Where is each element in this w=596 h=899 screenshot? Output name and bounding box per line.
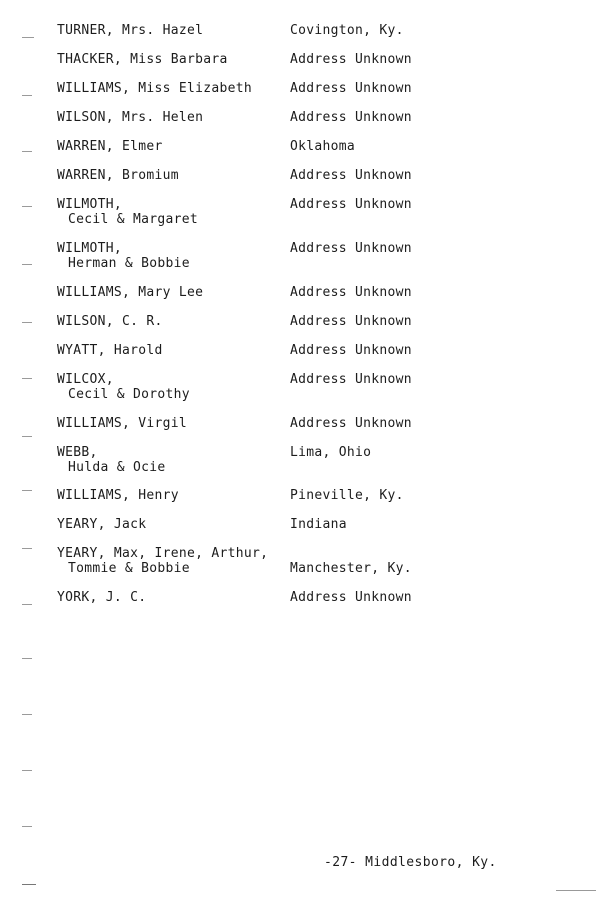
entry-name: WILMOTH, Cecil & Margaret	[57, 197, 199, 227]
entry-location: Address Unknown	[290, 590, 412, 605]
entry-location: Lima, Ohio	[290, 445, 372, 460]
entry-name: WILSON, C. R.	[57, 314, 163, 329]
entry-name: WILLIAMS, Mary Lee	[57, 285, 204, 300]
entry-name-continued: Tommie & Bobbie	[68, 560, 190, 576]
edge-mark	[556, 890, 596, 891]
page-footer: -27- Middlesboro, Ky.	[324, 855, 497, 870]
entry-location: Address Unknown	[290, 314, 412, 329]
entry-location: Address Unknown	[290, 416, 412, 431]
margin-mark	[22, 264, 32, 265]
entry-name-continued: Herman & Bobbie	[68, 255, 190, 271]
entry-name-continued: Cecil & Margaret	[68, 211, 199, 227]
margin-mark	[22, 95, 32, 96]
margin-mark	[22, 604, 32, 605]
margin-mark	[22, 436, 32, 437]
margin-mark	[22, 548, 32, 549]
margin-mark	[22, 322, 32, 323]
entry-location: Address Unknown	[290, 110, 412, 125]
entry-location: Address Unknown	[290, 372, 412, 387]
entry-location: Address Unknown	[290, 241, 412, 256]
entry-location: Address Unknown	[290, 285, 412, 300]
entry-location: Oklahoma	[290, 139, 356, 154]
margin-mark	[22, 37, 34, 38]
entry-location: Manchester, Ky.	[290, 560, 412, 576]
entry-location: Address Unknown	[290, 343, 412, 358]
entry-name: WYATT, Harold	[57, 343, 163, 358]
entry-name: THACKER, Miss Barbara	[57, 52, 228, 67]
entry-location: Address Unknown	[290, 197, 412, 212]
entry-name: YORK, J. C.	[57, 590, 147, 605]
entry-name: WARREN, Bromium	[57, 168, 179, 183]
entry-name: YEARY, Max, Irene, Arthur, Tommie & Bobbie	[57, 546, 269, 576]
entry-name: WARREN, Elmer	[57, 139, 163, 154]
entry-location: Address Unknown	[290, 168, 412, 183]
margin-mark	[22, 884, 36, 885]
entry-name: WEBB, Hulda & Ocie	[57, 445, 166, 475]
entry-name: WILMOTH, Herman & Bobbie	[57, 241, 190, 271]
entry-location: Indiana	[290, 517, 347, 532]
entry-name-continued: Hulda & Ocie	[68, 459, 166, 475]
margin-mark	[22, 770, 32, 771]
entry-name: WILSON, Mrs. Helen	[57, 110, 204, 125]
margin-mark	[22, 714, 32, 715]
entry-location: Covington, Ky.	[290, 23, 404, 38]
margin-mark	[22, 826, 32, 827]
entry-name: WILCOX, Cecil & Dorothy	[57, 372, 190, 402]
entry-name: TURNER, Mrs. Hazel	[57, 23, 204, 38]
entry-name: WILLIAMS, Virgil	[57, 416, 188, 431]
margin-mark	[22, 378, 32, 379]
margin-mark	[22, 151, 32, 152]
entry-location: Address Unknown	[290, 52, 412, 67]
margin-mark	[22, 206, 32, 207]
entry-name: WILLIAMS, Miss Elizabeth	[57, 81, 253, 96]
entry-name: YEARY, Jack	[57, 517, 147, 532]
entry-location: Pineville, Ky.	[290, 488, 404, 503]
margin-mark	[22, 490, 32, 491]
entry-name-continued: Cecil & Dorothy	[68, 386, 190, 402]
entry-location: Address Unknown	[290, 81, 412, 96]
margin-mark	[22, 658, 32, 659]
entry-name: WILLIAMS, Henry	[57, 488, 179, 503]
